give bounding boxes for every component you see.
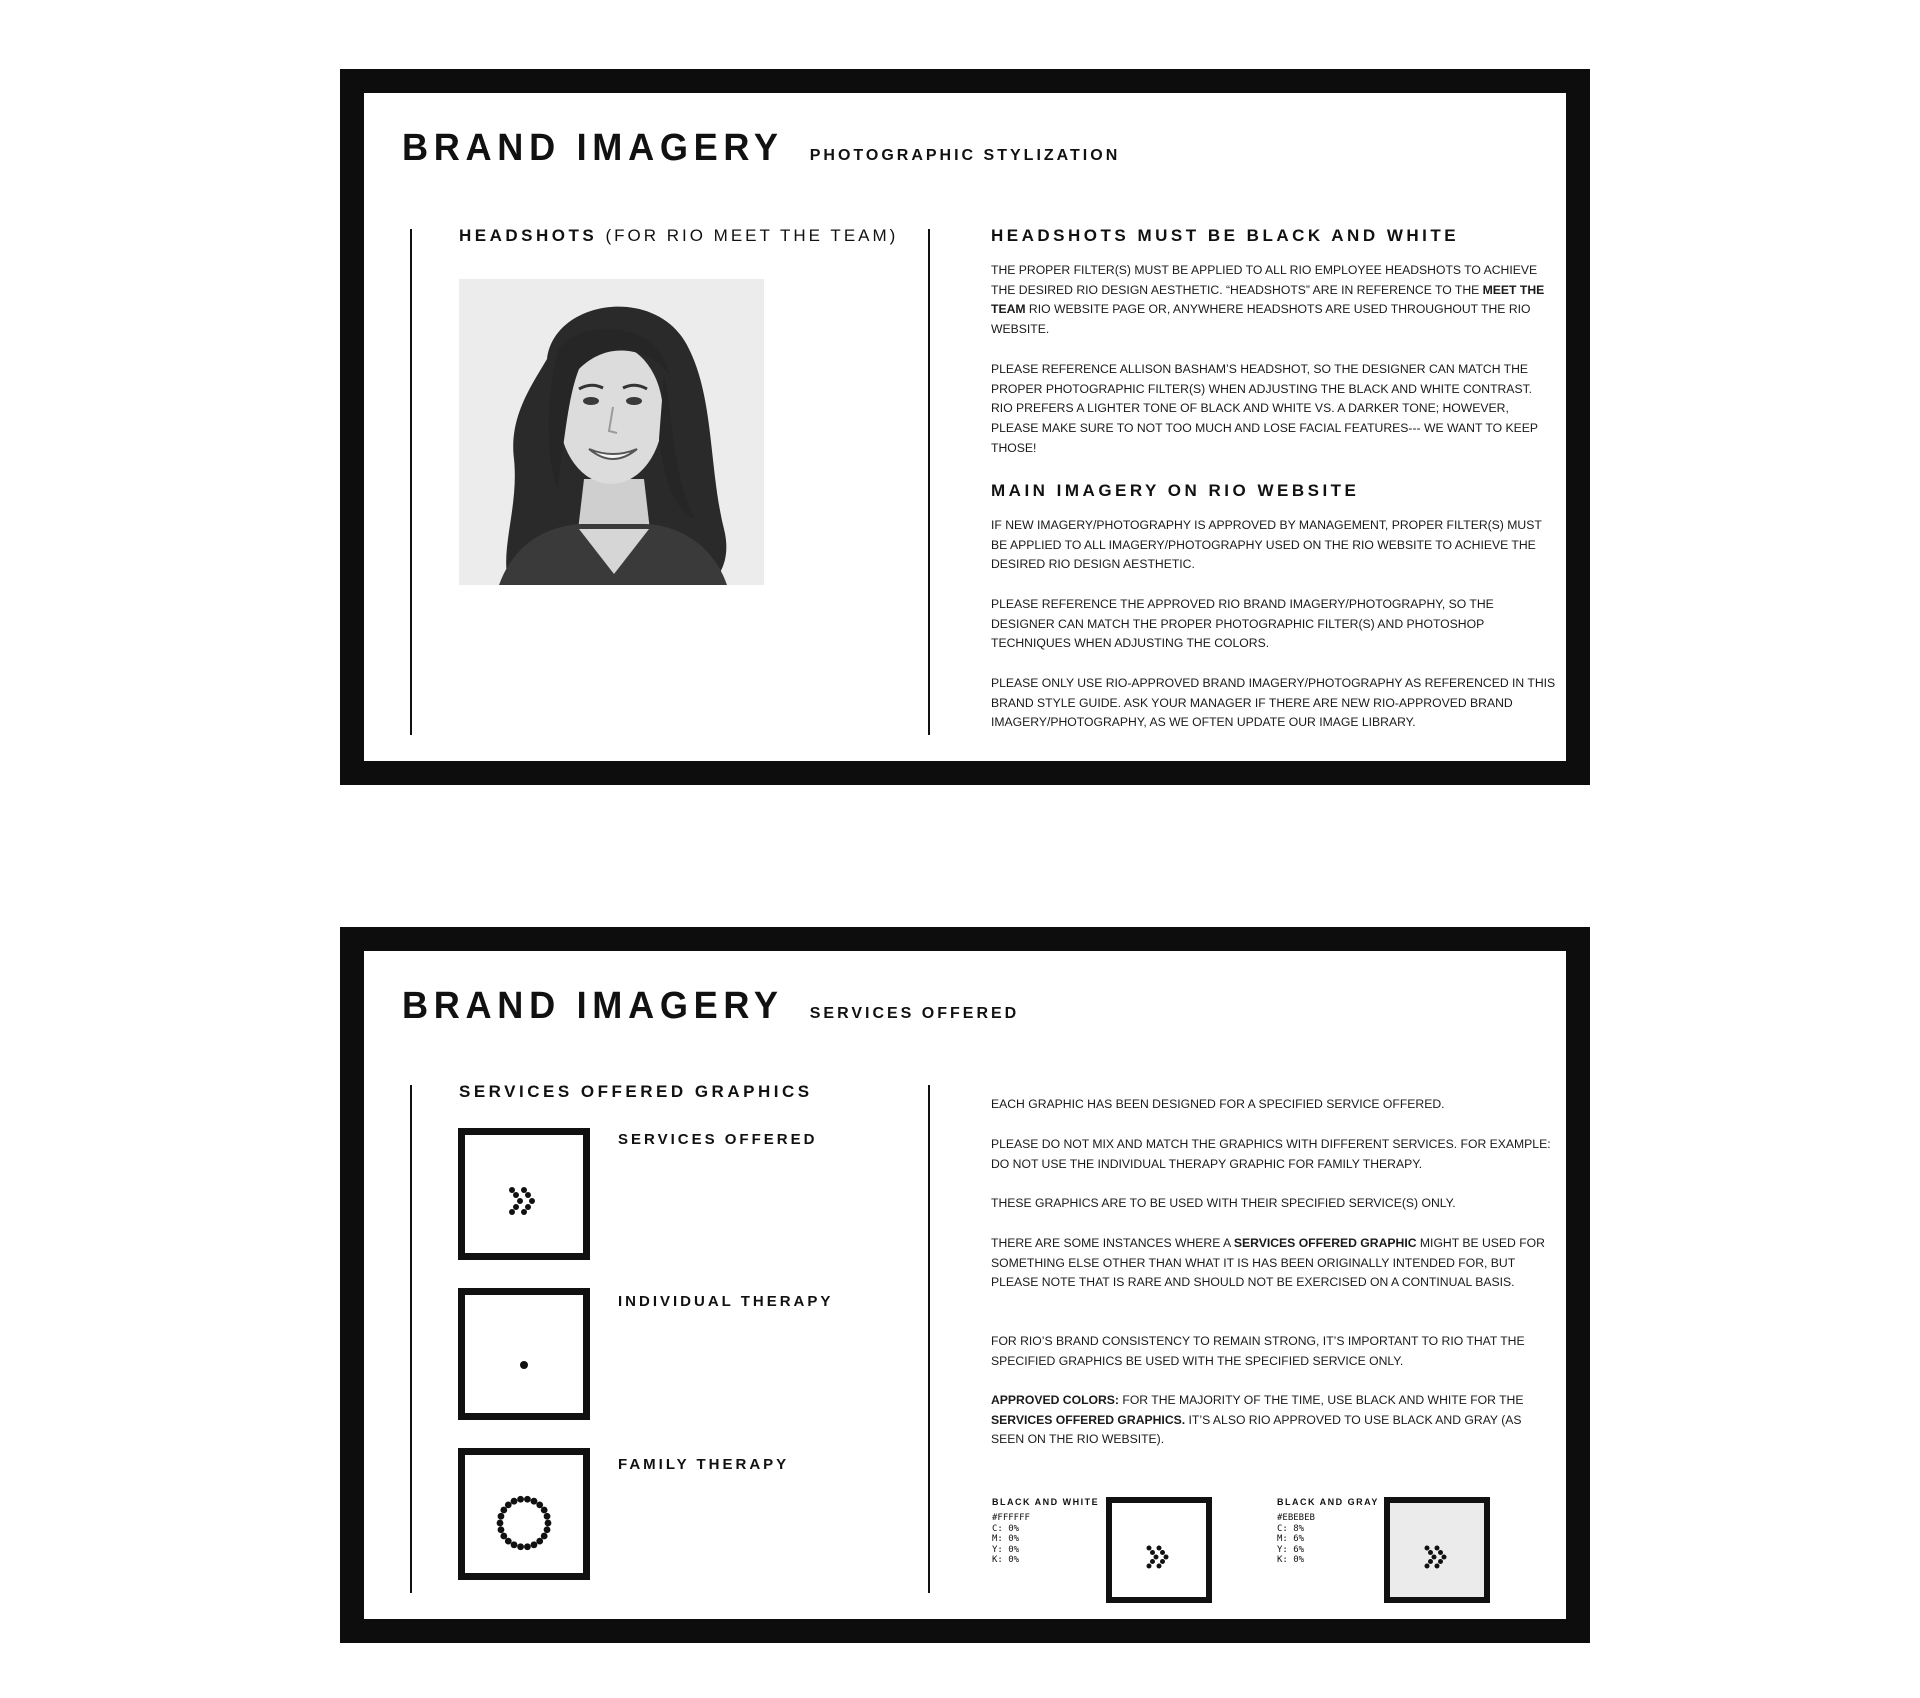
services-offered-graphic: [458, 1128, 590, 1260]
ring-dot: [505, 1501, 512, 1508]
ring-dot: [511, 1498, 518, 1505]
ring-dot: [531, 1498, 538, 1505]
dot-icon: [465, 1295, 583, 1413]
ring-dot: [544, 1513, 551, 1520]
services-offered-panel: [340, 927, 1590, 1643]
family-therapy-graphic: [458, 1448, 590, 1580]
panel-title-row: [402, 127, 1120, 170]
ring-dot: [536, 1501, 543, 1508]
panel-body: [364, 951, 1566, 1619]
headshots-heading-bold: HEADSHOTS: [459, 226, 598, 245]
headshots-heading-note: (FOR RIO MEET THE TEAM): [605, 226, 899, 245]
panel-title-row: [402, 985, 1019, 1028]
ring-dot: [498, 1513, 505, 1520]
ring-dot: [517, 1496, 524, 1503]
individual-therapy-graphic: [458, 1288, 590, 1420]
ring-dot: [536, 1538, 543, 1545]
approved-colors-text-b: IT’S ALSO RIO APPROVED TO USE BLACK AND GRAY (AS SEEN ON THE RIO WEBSITE).: [991, 1412, 1522, 1447]
services-paragraph-4-b: MIGHT BE USED FOR SOMETHING ELSE OTHER THAN WHAT IT IS HAS BEEN ORIGINALLY INTENDED FOR, BUT PLEASE NOTE THAT IS RARE AND SHOULD NOT BE EXERCISED ON A CONTINUAL BASIS.: [991, 1236, 1545, 1290]
services-graphics-emphasis: SERVICES OFFERED GRAPHICS.: [991, 1412, 1186, 1427]
main-imagery-paragraph-3: PLEASE ONLY USE RIO-APPROVED BRAND IMAGERY/PHOTOGRAPHY AS REFERENCED IN THIS BRAND STYLE GUIDE. ASK YOUR MANAGER IF THERE ARE NEW RIO-APPROVED BRAND IMAGERY/PHOTOGRAPHY, AS WE OFTEN UPDATE OUR IMAGE LIBRARY.: [991, 676, 1556, 730]
panel-title: BRAND IMAGERY: [402, 127, 784, 169]
family-therapy-label: FAMILY THERAPY: [618, 1456, 790, 1473]
main-imagery-paragraph-2: PLEASE REFERENCE THE APPROVED RIO BRAND IMAGERY/PHOTOGRAPHY, SO THE DESIGNER CAN MATCH THE PROPER PHOTOGRAPHIC FILTER(S) AND PHOTOSHOP TECHNIQUES WHEN ADJUSTING THE COLORS.: [991, 597, 1494, 651]
approved-colors-paragraph: [991, 1391, 1551, 1450]
swatch-black-white-title: BLACK AND WHITE: [992, 1497, 1100, 1507]
headshots-heading: [459, 226, 898, 246]
swatch-magenta: M: 0%: [992, 1534, 1020, 1544]
main-imagery-paragraph-1: IF NEW IMAGERY/PHOTOGRAPHY IS APPROVED BY MANAGEMENT, PROPER FILTER(S) MUST BE APPLIED TO ALL IMAGERY/PHOTOGRAPHY USED ON THE RIO WEBSITE TO ACHIEVE THE DESIRED RIO DESIGN AESTHETIC.: [991, 518, 1542, 572]
services-paragraph-5: FOR RIO’S BRAND CONSISTENCY TO REMAIN STRONG, IT’S IMPORTANT TO RIO THAT THE SPECIFIED GRAPHICS BE USED WITH THE SPECIFIED SERVICE ONLY.: [991, 1334, 1525, 1368]
individual-therapy-label: INDIVIDUAL THERAPY: [618, 1293, 834, 1310]
left-divider: [410, 1085, 412, 1593]
ring-dot: [541, 1533, 548, 1540]
headshot-filter-text-a: THE PROPER FILTER(S) MUST BE APPLIED TO ALL RIO EMPLOYEE HEADSHOTS TO ACHIEVE THE DESIRED RIO DESIGN AESTHETIC. “HEADSHOTS” ARE IN REFERENCE TO THE: [991, 263, 1538, 297]
services-paragraph-3: THESE GRAPHICS ARE TO BE USED WITH THEIR SPECIFIED SERVICE(S) ONLY.: [991, 1196, 1456, 1210]
panel-subtitle: SERVICES OFFERED: [809, 1005, 1020, 1022]
swatch-black-white-spec: [992, 1513, 1030, 1566]
swatch-hex: #FFFFFF: [992, 1513, 1030, 1523]
double-chevron-icon: [1390, 1503, 1484, 1597]
headshot-illustration: [459, 279, 764, 585]
swatch-black-gray-spec: [1277, 1513, 1315, 1566]
ring-dot: [541, 1507, 548, 1514]
double-chevron-icon: [1112, 1503, 1206, 1597]
ring-dot: [500, 1507, 507, 1514]
services-paragraph-1: EACH GRAPHIC HAS BEEN DESIGNED FOR A SPECIFIED SERVICE OFFERED.: [991, 1097, 1445, 1111]
ring-dot: [511, 1541, 518, 1548]
ring-dot: [517, 1543, 524, 1550]
ring-dot: [505, 1538, 512, 1545]
photographic-stylization-panel: [340, 69, 1590, 785]
approved-colors-text-a: FOR THE MAJORITY OF THE TIME, USE BLACK AND WHITE FOR THE: [1118, 1393, 1524, 1407]
ring-dot: [524, 1496, 531, 1503]
double-chevron-icon: [465, 1135, 583, 1253]
services-graphic-emphasis: SERVICES OFFERED GRAPHIC: [1233, 1236, 1417, 1250]
ring-dot: [531, 1541, 538, 1548]
services-paragraph-2: PLEASE DO NOT MIX AND MATCH THE GRAPHICS WITH DIFFERENT SERVICES. FOR EXAMPLE: DO NOT USE THE INDIVIDUAL THERAPY GRAPHIC FOR FAMILY THERAPY.: [991, 1137, 1551, 1171]
swatch-key: K: 0%: [992, 1555, 1020, 1565]
swatch-black-gray-title: BLACK AND GRAY: [1277, 1497, 1379, 1507]
swatch-black-gray-graphic: [1384, 1497, 1490, 1603]
swatch-hex: #EBEBEB: [1277, 1513, 1315, 1523]
dotted-circle-icon: [465, 1455, 583, 1573]
black-and-white-heading: HEADSHOTS MUST BE BLACK AND WHITE: [991, 226, 1460, 245]
ring-dot: [544, 1526, 551, 1533]
services-offered-label: SERVICES OFFERED: [618, 1131, 818, 1148]
approved-colors-label: APPROVED COLORS:: [991, 1393, 1119, 1407]
ring-dot: [545, 1520, 552, 1527]
ring-dot: [500, 1533, 507, 1540]
center-divider: [928, 229, 930, 735]
ring-dot: [498, 1526, 505, 1533]
swatch-magenta: M: 6%: [1277, 1534, 1305, 1544]
swatch-yellow: Y: 0%: [992, 1544, 1020, 1555]
services-paragraph-4: [991, 1234, 1551, 1293]
headshot-reference-paragraph: PLEASE REFERENCE ALLISON BASHAM’S HEADSHOT, SO THE DESIGNER CAN MATCH THE PROPER PHOTOGRAPHIC FILTER(S) WHEN ADJUSTING THE BLACK AND WHITE CONTRAST. RIO PREFERS A LIGHTER TONE OF BLACK AND WHITE VS. A DARKER TONE; HOWEVER, PLEASE MAKE SURE TO NOT TOO MUCH AND LOSE FACIAL FEATURES--- WE WANT TO KEEP THOSE!: [991, 362, 1538, 455]
panel-subtitle: PHOTOGRAPHIC STYLIZATION: [809, 147, 1121, 164]
swatch-cyan: C: 0%: [992, 1523, 1020, 1534]
headshot-filter-text-b: RIO WEBSITE PAGE OR, ANYWHERE HEADSHOTS ARE USED THROUGHOUT THE RIO WEBSITE.: [991, 302, 1531, 337]
panel-title: BRAND IMAGERY: [402, 985, 784, 1027]
meet-the-team-emphasis: MEET THE TEAM: [991, 282, 1545, 317]
ring-dot: [497, 1520, 504, 1527]
swatch-black-white-graphic: [1106, 1497, 1212, 1603]
swatch-key: K: 0%: [1277, 1555, 1305, 1565]
services-graphics-heading: SERVICES OFFERED GRAPHICS: [459, 1082, 813, 1101]
services-paragraph-4-a: THERE ARE SOME INSTANCES WHERE A: [991, 1236, 1234, 1250]
headshot-filter-paragraph: [991, 261, 1551, 340]
panel-body: [364, 93, 1566, 761]
main-imagery-heading: MAIN IMAGERY ON RIO WEBSITE: [991, 481, 1360, 500]
swatch-yellow: Y: 6%: [1277, 1544, 1305, 1555]
swatch-cyan: C: 8%: [1277, 1523, 1305, 1534]
headshot-photo: [459, 279, 764, 585]
ring-dot: [524, 1543, 531, 1550]
center-divider: [928, 1085, 930, 1593]
left-divider: [410, 229, 412, 735]
